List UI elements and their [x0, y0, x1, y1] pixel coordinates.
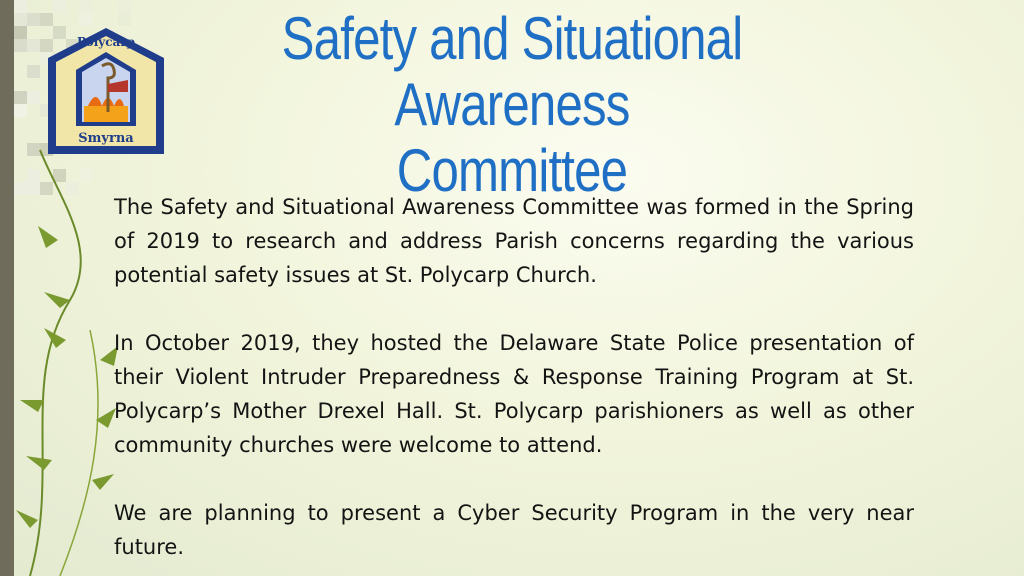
- logo-bottom-text: Smyrna: [78, 131, 134, 146]
- slide-title: [182, 6, 841, 204]
- title-line-2: Committee: [396, 137, 628, 204]
- paragraph-formation: The Safety and Situational Awareness Committee was formed in the Spring of 2019 to research and address Parish concerns regarding the various potential safety issues at St. Polycarp Church.: [114, 195, 914, 287]
- logo-top-text: Polycarp: [76, 35, 136, 49]
- paragraph-presentation: In October 2019, they hosted the Delaware State Police presentation of their Violent Intruder Preparedness & Response Training Program at St. Polycarp’s Mother Drexel Hall. St. Polycarp parishioners as well as other community churches were welcome to attend.: [114, 331, 914, 457]
- body-text: [114, 190, 914, 576]
- title-line-1: Safety and Situational Awareness: [281, 5, 743, 138]
- paragraph-future-plans: We are planning to present a Cyber Security Program in the very near future.: [114, 501, 914, 559]
- parish-logo: [44, 26, 168, 158]
